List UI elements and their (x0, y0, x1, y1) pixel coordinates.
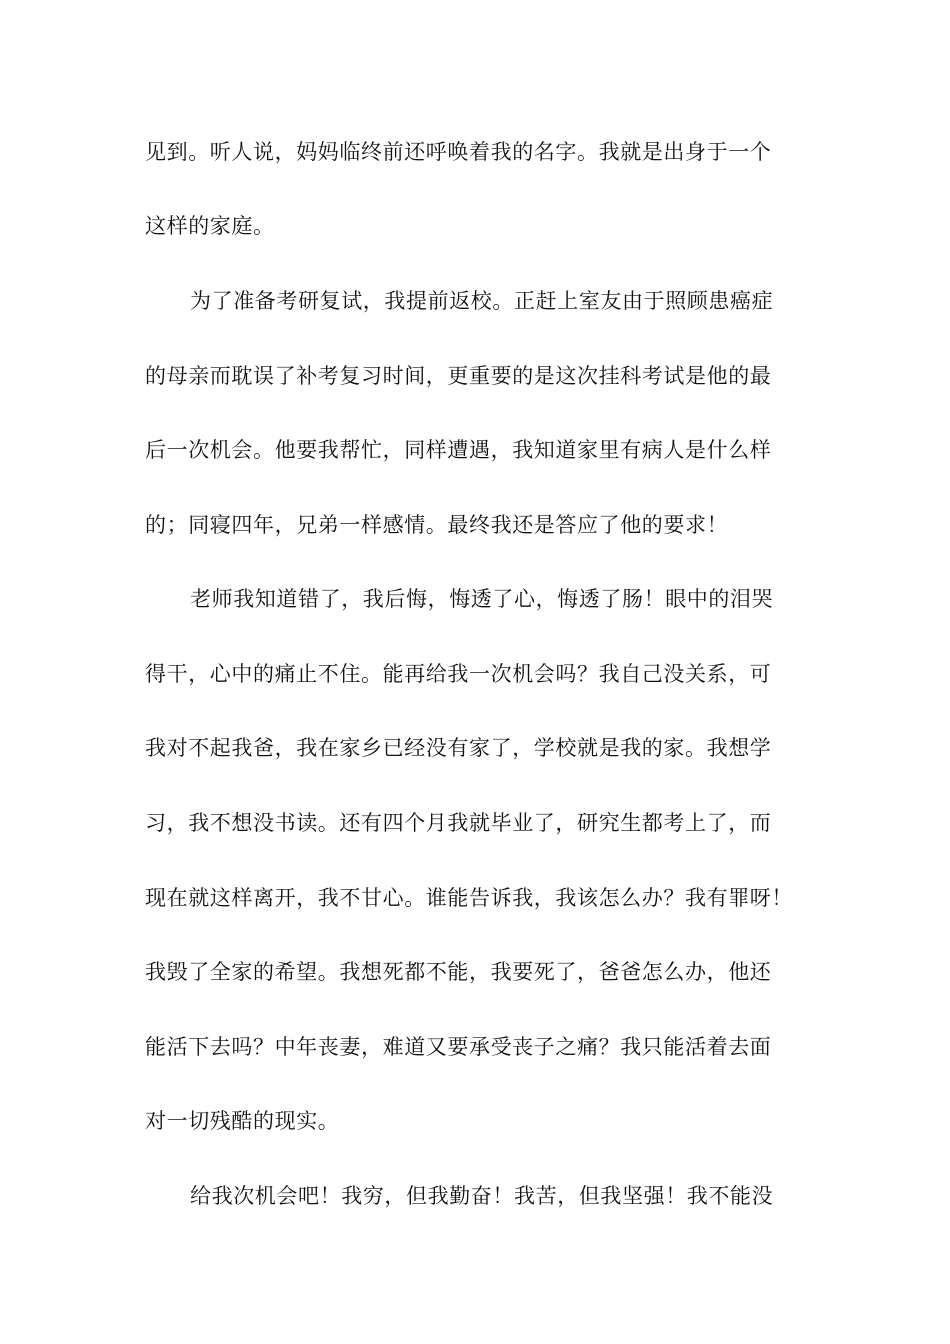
text-line: 习，我不想没书读。还有四个月我就毕业了，研究生都考上了，而 (145, 811, 772, 835)
text-line: 见到。听人说，妈妈临终前还呼唤着我的名字。我就是出身于一个 (145, 140, 772, 164)
text-line: 后一次机会。他要我帮忙，同样遭遇，我知道家里有病人是什么样 (145, 438, 772, 462)
text-line: 现在就这样离开，我不甘心。谁能告诉我，我该怎么办？我有罪呀！ (145, 886, 793, 910)
text-line: 的母亲而耽误了补考复习时间，更重要的是这次挂科考试是他的最 (145, 364, 772, 388)
text-line: 得干，心中的痛止不住。能再给我一次机会吗？我自己没关系，可 (145, 662, 772, 686)
paragraph-start-line: 老师我知道错了，我后悔，悔透了心，悔透了肠！眼中的泪哭 (190, 587, 774, 611)
text-line: 对一切残酷的现实。 (145, 1109, 340, 1133)
text-line: 这样的家庭。 (145, 214, 275, 238)
text-line: 我毁了全家的希望。我想死都不能，我要死了，爸爸怎么办，他还 (145, 960, 772, 984)
text-line: 我对不起我爸，我在家乡已经没有家了，学校就是我的家。我想学 (145, 736, 772, 760)
paragraph-start-line: 给我次机会吧！我穷，但我勤奋！我苦，但我坚强！我不能没 (190, 1184, 774, 1208)
text-line: 的；同寝四年，兄弟一样感情。最终我还是答应了他的要求！ (145, 513, 729, 537)
paragraph-start-line: 为了准备考研复试，我提前返校。正赶上室友由于照顾患癌症 (190, 289, 774, 313)
text-line: 能活下去吗？中年丧妻，难道又要承受丧子之痛？我只能活着去面 (145, 1035, 772, 1059)
